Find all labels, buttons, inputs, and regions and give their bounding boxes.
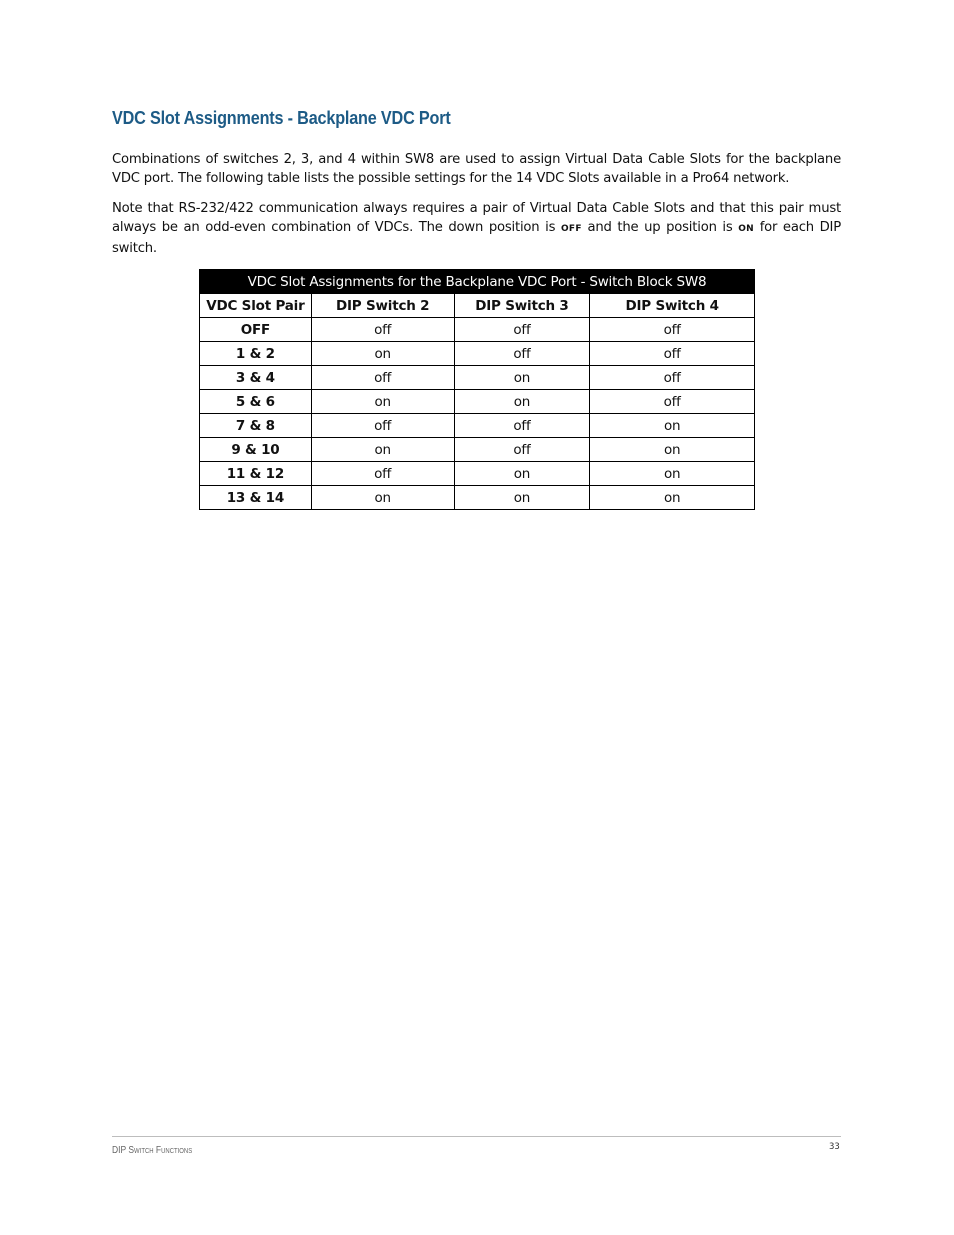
footer-divider: [112, 1136, 841, 1137]
switch-cell: on: [590, 486, 755, 510]
slot-pair-cell: 11 & 12: [200, 462, 312, 486]
table-header-row: [200, 294, 755, 318]
note-text-part2: and the up position is: [581, 220, 739, 235]
switch-cell: on: [311, 390, 454, 414]
switch-cell: off: [454, 318, 590, 342]
switch-cell: on: [311, 438, 454, 462]
off-keyword: OFF: [560, 224, 582, 234]
column-header: VDC Slot Pair: [200, 294, 312, 318]
table-row: [200, 414, 755, 438]
on-keyword: ON: [738, 224, 755, 234]
switch-cell: off: [590, 318, 755, 342]
switch-cell: off: [311, 414, 454, 438]
table-row: [200, 486, 755, 510]
switch-cell: on: [454, 486, 590, 510]
switch-cell: off: [311, 462, 454, 486]
column-header: DIP Switch 2: [311, 294, 454, 318]
switch-cell: off: [590, 390, 755, 414]
switch-cell: on: [590, 462, 755, 486]
vdc-slot-table: [199, 269, 755, 510]
switch-cell: on: [454, 366, 590, 390]
column-header: DIP Switch 4: [590, 294, 755, 318]
note-text-part3: for each DIP switch.: [112, 220, 841, 256]
table-caption: VDC Slot Assignments for the Backplane VDC Port - Switch Block SW8: [200, 270, 755, 294]
table-row: [200, 390, 755, 414]
switch-cell: on: [590, 438, 755, 462]
slot-pair-cell: OFF: [200, 318, 312, 342]
switch-cell: on: [454, 462, 590, 486]
switch-cell: on: [590, 414, 755, 438]
slot-pair-cell: 1 & 2: [200, 342, 312, 366]
slot-pair-cell: 9 & 10: [200, 438, 312, 462]
switch-cell: on: [311, 486, 454, 510]
table-row: [200, 462, 755, 486]
table-caption-row: [200, 270, 755, 294]
table-row: [200, 438, 755, 462]
footer-section-title: DIP Switch Functions: [112, 1145, 193, 1156]
page-number: 33: [829, 1142, 840, 1152]
table-row: [200, 366, 755, 390]
slot-pair-cell: 7 & 8: [200, 414, 312, 438]
switch-cell: off: [454, 414, 590, 438]
switch-cell: off: [454, 342, 590, 366]
note-text-part1: Note that RS-232/422 communication always requires a pair of Virtual Data Cable Slots and that this pair must always be an odd-even combination of VDCs. The down position is: [112, 201, 841, 235]
switch-cell: on: [454, 390, 590, 414]
switch-cell: off: [311, 318, 454, 342]
table-row: [200, 318, 755, 342]
switch-cell: off: [590, 342, 755, 366]
slot-pair-cell: 5 & 6: [200, 390, 312, 414]
slot-pair-cell: 13 & 14: [200, 486, 312, 510]
column-header: DIP Switch 3: [454, 294, 590, 318]
table-row: [200, 342, 755, 366]
switch-cell: off: [454, 438, 590, 462]
switch-cell: off: [590, 366, 755, 390]
note-paragraph: [112, 199, 841, 258]
switch-cell: off: [311, 366, 454, 390]
section-heading: VDC Slot Assignments - Backplane VDC Port: [112, 108, 451, 128]
switch-cell: on: [311, 342, 454, 366]
intro-paragraph: Combinations of switches 2, 3, and 4 within SW8 are used to assign Virtual Data Cable Slots for the backplane VDC port. The following table lists the possible settings for the 14 VDC Slots available in a Pro64 network.: [112, 152, 841, 186]
slot-pair-cell: 3 & 4: [200, 366, 312, 390]
